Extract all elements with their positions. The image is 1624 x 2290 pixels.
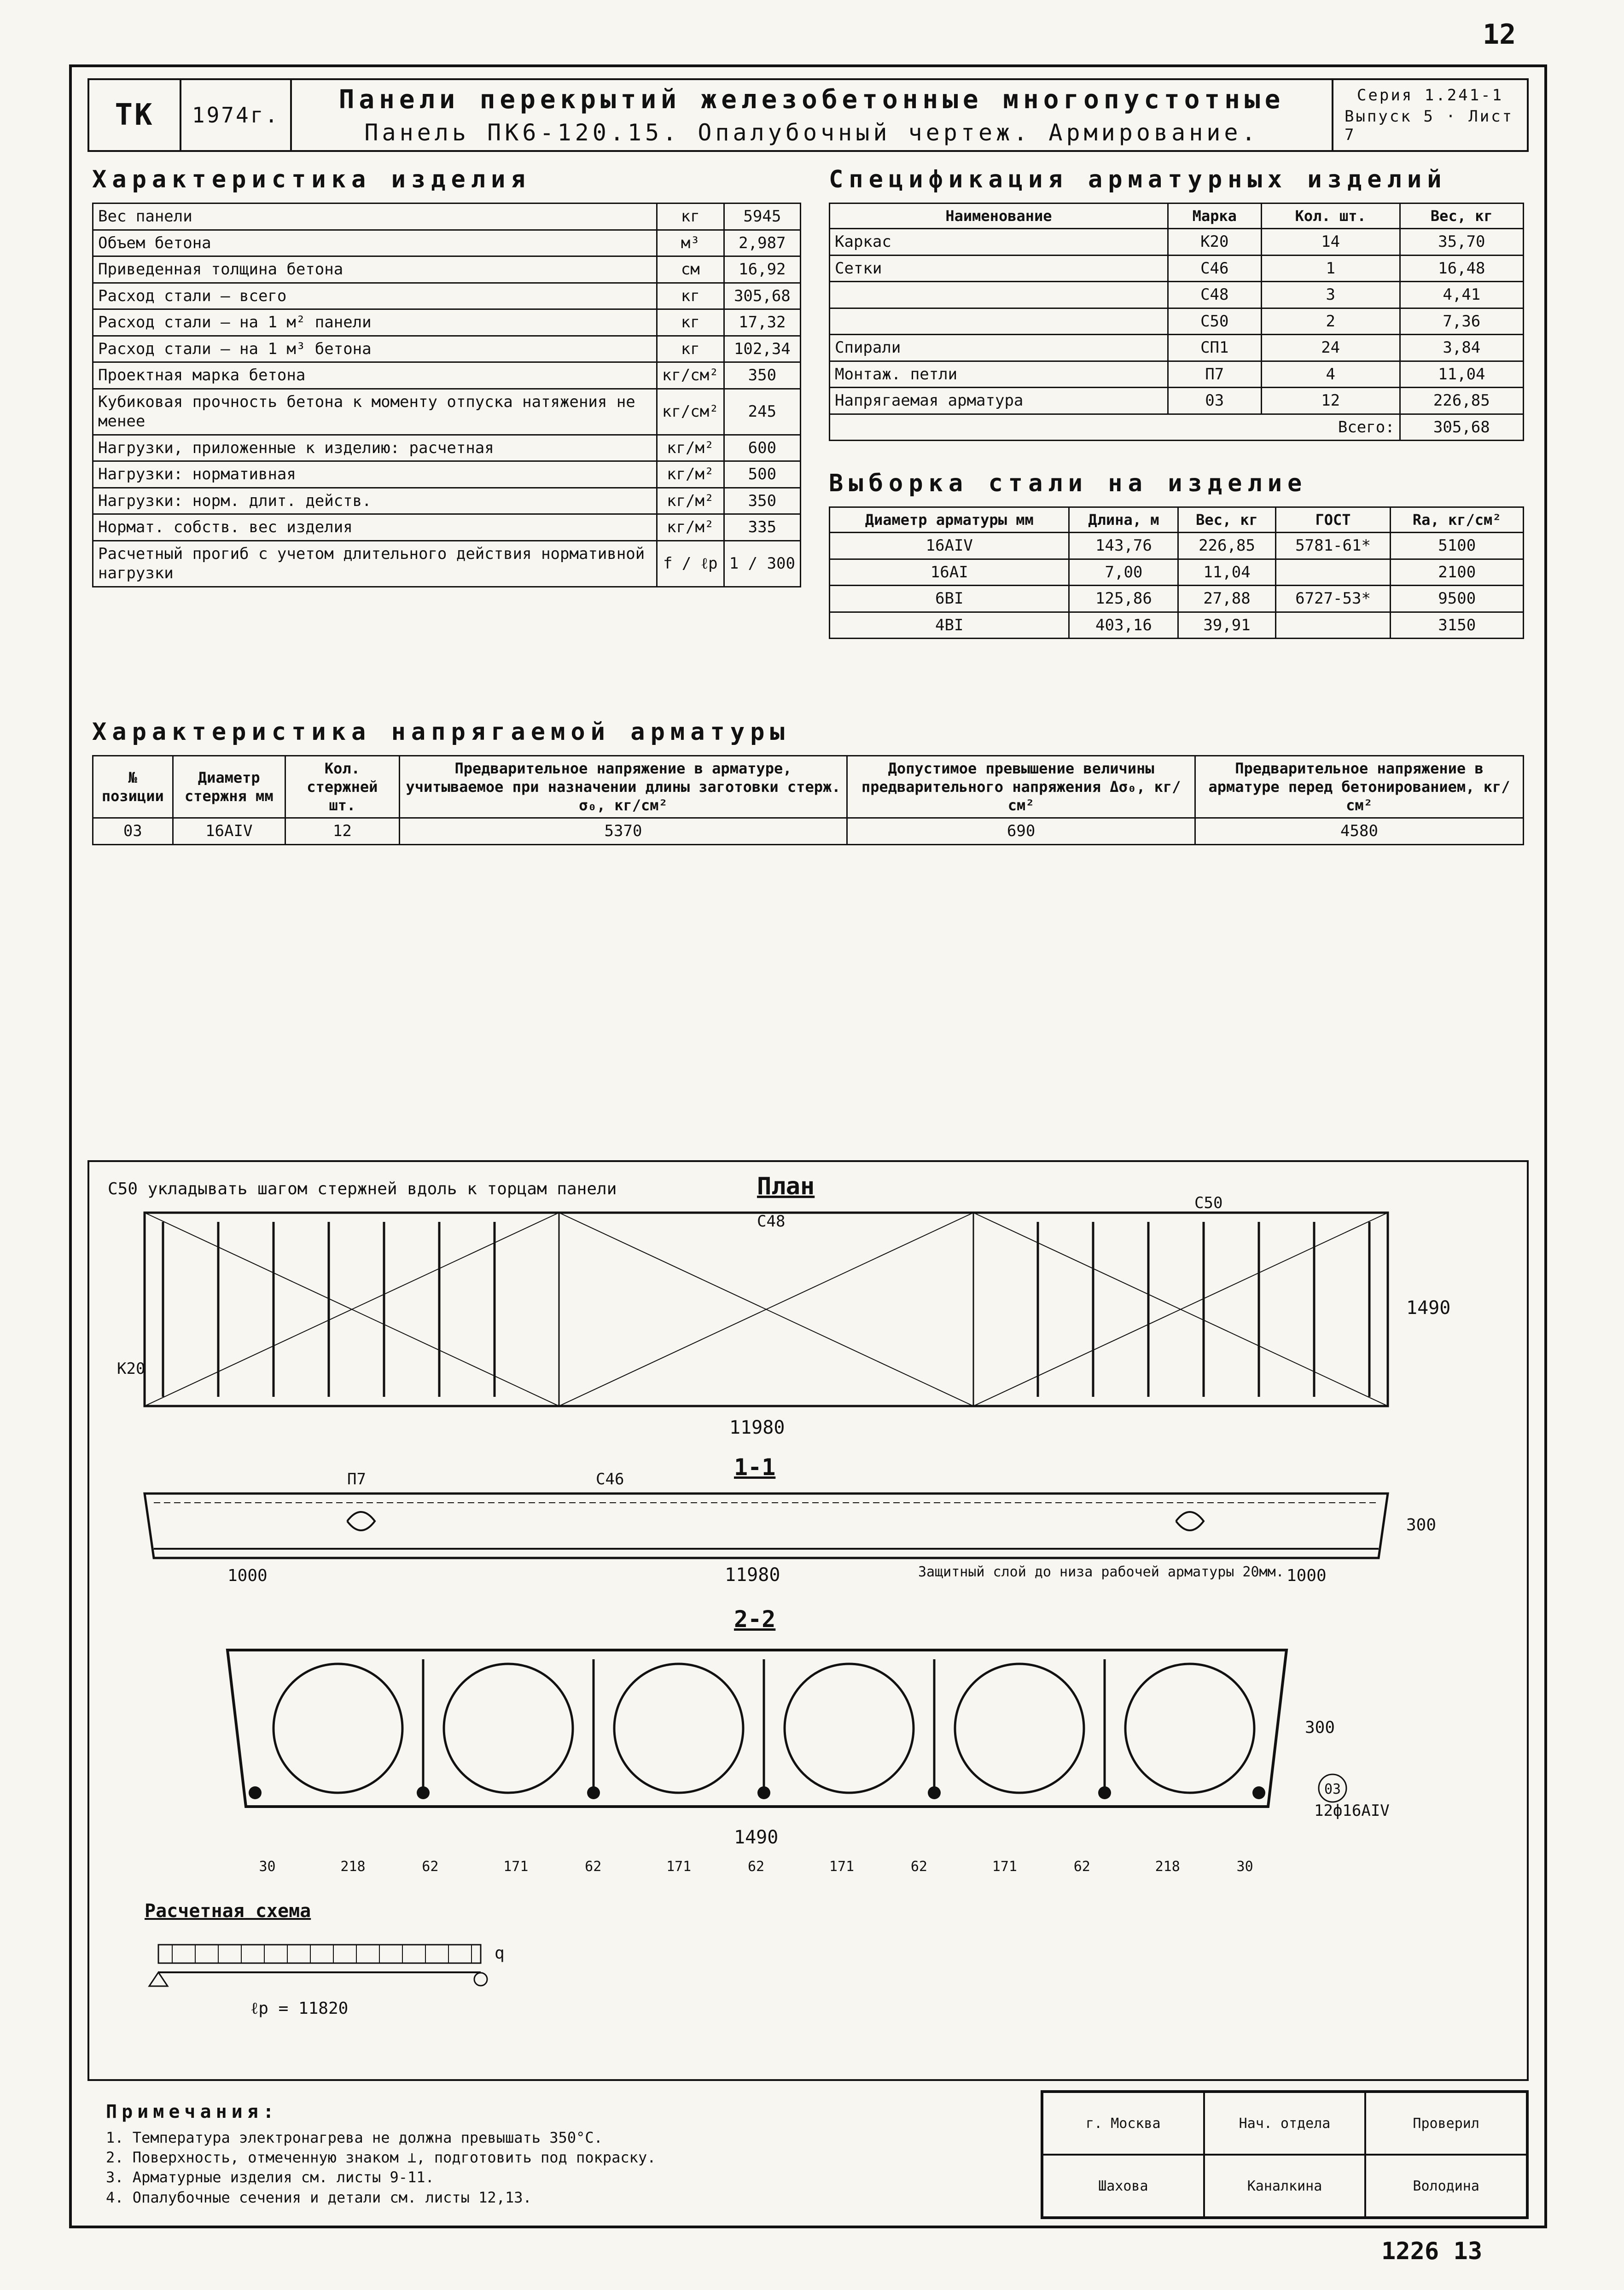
plan-title: План [757, 1173, 815, 1200]
plan-length: 11980 [729, 1417, 785, 1438]
steel-length: 125,86 [1069, 586, 1178, 612]
section-1-seg-2: 1000 [1286, 1566, 1327, 1585]
characteristic-value: 245 [724, 389, 800, 435]
approval-stamp [1041, 2090, 1529, 2219]
dimension-label: 62 [422, 1859, 439, 1875]
characteristic-unit: м³ [657, 230, 724, 256]
prestress-s0: 5370 [399, 818, 847, 845]
dimension-label: 218 [340, 1859, 366, 1875]
spec-mark: 03 [1168, 388, 1261, 414]
note-3: 3. Арматурные изделия см. листы 9-11. [106, 2168, 434, 2186]
spec-column-header: Кол. шт. [1261, 203, 1400, 229]
spec-name [830, 308, 1168, 335]
specification-title: Спецификация арматурных изделий [829, 166, 1447, 193]
plan-mark-c48: С48 [757, 1212, 786, 1231]
steel-column-header: Ra, кг/см² [1391, 507, 1524, 533]
characteristics-row [93, 256, 801, 283]
steel-row [830, 559, 1524, 586]
section-2-dimensions [259, 1859, 1253, 1875]
steel-column-header: Диаметр арматуры мм [830, 507, 1069, 533]
section-1-height: 300 [1406, 1516, 1437, 1534]
characteristics-row [93, 461, 801, 488]
spec-name: Спирали [830, 335, 1168, 361]
prestress-column-header: Допустимое превышение величины предварительного напряжения Δσ₀, кг/см² [847, 756, 1195, 818]
prestress-column-header: № позиции [93, 756, 173, 818]
spec-qty: 12 [1261, 388, 1400, 414]
dimension-label: 30 [1236, 1859, 1253, 1875]
section-1-seg: 1000 [227, 1566, 268, 1585]
dimension-label: 218 [1155, 1859, 1180, 1875]
characteristic-value: 600 [724, 435, 800, 461]
characteristic-value: 102,34 [724, 336, 800, 362]
steel-weight: 226,85 [1178, 533, 1275, 559]
stamp-name-2: Каналкина [1204, 2155, 1366, 2217]
dimension-label: 62 [585, 1859, 602, 1875]
steel-ra: 5100 [1391, 533, 1524, 559]
characteristic-unit: кг/м² [657, 488, 724, 514]
steel-ra: 3150 [1391, 612, 1524, 639]
spec-row [830, 361, 1524, 388]
section-2-view [227, 1650, 1286, 1807]
characteristic-name: Расход стали — на 1 м³ бетона [93, 336, 657, 362]
characteristic-unit: кг [657, 336, 724, 362]
spec-weight: 7,36 [1400, 308, 1523, 335]
steel-column-header: Вес, кг [1178, 507, 1275, 533]
characteristic-value: 1 / 300 [724, 541, 800, 587]
characteristics-row [93, 514, 801, 541]
steel-gost [1275, 559, 1391, 586]
characteristic-value: 350 [724, 488, 800, 514]
stamp-city: г. Москва [1042, 2092, 1204, 2155]
cover-note: Защитный слой до низа рабочей арматуры 20мм. [918, 1564, 1284, 1580]
archive-number: 1226 13 [1381, 2238, 1483, 2265]
spec-name: Напрягаемая арматура [830, 388, 1168, 414]
dimension-label: 171 [829, 1859, 855, 1875]
dimension-label: 171 [992, 1859, 1017, 1875]
spec-mark: С46 [1168, 255, 1261, 282]
prestress-column-header: Предварительное напряжение в арматуре перед бетонированием, кг/см² [1195, 756, 1524, 818]
prestress-column-header: Диаметр стержня мм [173, 756, 285, 818]
spec-qty: 2 [1261, 308, 1400, 335]
characteristics-row [93, 203, 801, 230]
characteristics-title: Характеристика изделия [92, 166, 531, 193]
plan-view [145, 1213, 1388, 1406]
scheme-view [149, 1945, 487, 1986]
notes-title: Примечания: [106, 2101, 279, 2122]
scheme-l: ℓр = 11820 [250, 1999, 349, 2018]
characteristic-name: Расчетный прогиб с учетом длительного действия нормативной нагрузки [93, 541, 657, 587]
characteristics-row [93, 362, 801, 389]
spec-column-header: Вес, кг [1400, 203, 1523, 229]
prestress-diam: 16АIV [173, 818, 285, 845]
prestress-pos: 03 [93, 818, 173, 845]
stamp-role-1: Нач. отдела [1204, 2092, 1366, 2155]
characteristic-name: Вес панели [93, 203, 657, 230]
dimension-label: 171 [666, 1859, 692, 1875]
characteristic-unit: кг/м² [657, 461, 724, 488]
issue-value: 5 [1423, 107, 1435, 126]
characteristic-unit: кг/см² [657, 389, 724, 435]
steel-ra: 2100 [1391, 559, 1524, 586]
steel-length: 403,16 [1069, 612, 1178, 639]
characteristic-name: Объем бетона [93, 230, 657, 256]
spec-weight: 11,04 [1400, 361, 1523, 388]
spec-weight: 226,85 [1400, 388, 1523, 414]
steel-column-header: ГОСТ [1275, 507, 1391, 533]
spec-row [830, 255, 1524, 282]
plan-mark-c50: С50 [1194, 1194, 1223, 1212]
characteristic-name: Нагрузки: нормативная [93, 461, 657, 488]
spec-weight: 4,41 [1400, 282, 1523, 308]
characteristic-unit: см [657, 256, 724, 283]
prestress-qty: 12 [285, 818, 399, 845]
prestress-column-header: Предварительное напряжение в арматуре, учитываемое при назначении длины заготовки стерж. σ₀, кг/см² [399, 756, 847, 818]
section-2-bars: 12ф16АIV [1314, 1802, 1390, 1820]
spec-name: Каркас [830, 229, 1168, 256]
plan-note: С50 укладывать шагом стержней вдоль к торцам панели [108, 1180, 617, 1198]
title-cell [292, 80, 1333, 150]
issue-label: Выпуск [1345, 107, 1412, 126]
characteristics-row [93, 541, 801, 587]
characteristic-name: Нагрузки: норм. длит. действ. [93, 488, 657, 514]
spec-mark: С48 [1168, 282, 1261, 308]
series-label: Серия [1356, 86, 1414, 105]
characteristic-value: 500 [724, 461, 800, 488]
characteristics-row [93, 309, 801, 336]
section-2-pos: 03 [1324, 1781, 1341, 1797]
spec-name: Сетки [830, 255, 1168, 282]
drawings-svg [89, 1162, 1527, 2079]
spec-mark: П7 [1168, 361, 1261, 388]
characteristic-unit: кг [657, 283, 724, 309]
prestress-ds0: 690 [847, 818, 1195, 845]
sheet-number-top: 12 [1483, 18, 1516, 51]
title-sub: Панель ПК6-120.15. Опалубочный чертеж. Армирование. [364, 119, 1259, 146]
steel-length: 7,00 [1069, 559, 1178, 586]
stamp-role-2: Проверил [1365, 2092, 1527, 2155]
dimension-label: 62 [1073, 1859, 1090, 1875]
characteristic-value: 305,68 [724, 283, 800, 309]
steel-weight: 27,88 [1178, 586, 1275, 612]
characteristic-unit: f / ℓр [657, 541, 724, 587]
characteristics-row [93, 230, 801, 256]
characteristic-name: Приведенная толщина бетона [93, 256, 657, 283]
spec-qty: 24 [1261, 335, 1400, 361]
spec-qty: 3 [1261, 282, 1400, 308]
steel-diam: 16АI [830, 559, 1069, 586]
steel-table [829, 506, 1524, 639]
plan-mark-k20: К20 [117, 1360, 146, 1378]
characteristic-value: 2,987 [724, 230, 800, 256]
steel-column-header: Длина, м [1069, 507, 1178, 533]
steel-diam: 4ВI [830, 612, 1069, 639]
prestress-row [93, 818, 1524, 845]
steel-title: Выборка стали на изделие [829, 470, 1308, 497]
characteristic-name: Расход стали — всего [93, 283, 657, 309]
spec-weight: 3,84 [1400, 335, 1523, 361]
dimension-label: 62 [910, 1859, 927, 1875]
characteristic-value: 5945 [724, 203, 800, 230]
note-4: 4. Опалубочные сечения и детали см. листы 12,13. [106, 2188, 532, 2206]
characteristics-row [93, 389, 801, 435]
spec-weight: 16,48 [1400, 255, 1523, 282]
sheet-label: Лист [1468, 107, 1514, 126]
characteristic-value: 16,92 [724, 256, 800, 283]
section-2-height: 300 [1305, 1718, 1335, 1737]
steel-diam: 16АIV [830, 533, 1069, 559]
dimension-label: 171 [503, 1859, 529, 1875]
spec-name [830, 282, 1168, 308]
steel-weight: 11,04 [1178, 559, 1275, 586]
spec-row [830, 388, 1524, 414]
title-main: Панели перекрытий железобетонные многопустотные [338, 84, 1285, 115]
tk-mark: ТК [89, 80, 181, 150]
spec-mark: СП1 [1168, 335, 1261, 361]
characteristics-row [93, 336, 801, 362]
title-block [87, 78, 1529, 152]
steel-gost [1275, 612, 1391, 639]
steel-row [830, 612, 1524, 639]
spec-column-header: Марка [1168, 203, 1261, 229]
characteristic-name: Проектная марка бетона [93, 362, 657, 389]
characteristic-unit: кг/см² [657, 362, 724, 389]
notes-block [106, 2099, 1027, 2208]
spec-row [830, 282, 1524, 308]
characteristic-unit: кг/м² [657, 514, 724, 541]
steel-row [830, 586, 1524, 612]
spec-total-label: Всего: [830, 414, 1400, 441]
spec-name: Монтаж. петли [830, 361, 1168, 388]
characteristic-name: Расход стали — на 1 м² панели [93, 309, 657, 336]
section-1-view [145, 1494, 1388, 1558]
characteristic-value: 17,32 [724, 309, 800, 336]
series-cell: Серия 1.241-1 Выпуск 5 · Лист 7 [1345, 86, 1514, 144]
spec-qty: 14 [1261, 229, 1400, 256]
characteristic-unit: кг/м² [657, 435, 724, 461]
year: 1974г. [181, 80, 292, 150]
note-2: 2. Поверхность, отмеченную знаком ⊥, подготовить под покраску. [106, 2149, 656, 2167]
section-1-title: 1-1 [734, 1454, 776, 1481]
steel-ra: 9500 [1391, 586, 1524, 612]
characteristics-row [93, 435, 801, 461]
characteristics-row [93, 488, 801, 514]
characteristics-row [93, 283, 801, 309]
characteristic-value: 350 [724, 362, 800, 389]
specification-table [829, 203, 1524, 441]
steel-gost: 5781-61* [1275, 533, 1391, 559]
characteristic-name: Нагрузки, приложенные к изделию: расчетная [93, 435, 657, 461]
series-value: 1.241-1 [1424, 86, 1504, 105]
scheme-title: Расчетная схема [145, 1901, 311, 1922]
characteristic-unit: кг [657, 309, 724, 336]
characteristics-table [92, 203, 801, 587]
steel-length: 143,76 [1069, 533, 1178, 559]
dimension-label: 30 [259, 1859, 276, 1875]
steel-gost: 6727-53* [1275, 586, 1391, 612]
section-2-title: 2-2 [734, 1606, 776, 1633]
prestress-column-header: Кол. стержней шт. [285, 756, 399, 818]
section-1-mark-c46: С46 [596, 1470, 624, 1488]
plan-width: 1490 [1406, 1297, 1451, 1319]
prestress-sb: 4580 [1195, 818, 1524, 845]
characteristic-name: Кубиковая прочность бетона к моменту отпуска натяжения не менее [93, 389, 657, 435]
section-1-mark-p7: П7 [347, 1470, 366, 1488]
stamp-name-3: Володина [1365, 2155, 1527, 2217]
spec-weight: 35,70 [1400, 229, 1523, 256]
characteristic-name: Нормат. собств. вес изделия [93, 514, 657, 541]
spec-qty: 1 [1261, 255, 1400, 282]
spec-total-value: 305,68 [1400, 414, 1523, 441]
spec-column-header: Наименование [830, 203, 1168, 229]
spec-qty: 4 [1261, 361, 1400, 388]
spec-mark: К20 [1168, 229, 1261, 256]
characteristic-value: 335 [724, 514, 800, 541]
steel-weight: 39,91 [1178, 612, 1275, 639]
note-1: 1. Температура электронагрева не должна превышать 350°С. [106, 2129, 603, 2146]
prestress-title: Характеристика напрягаемой арматуры [92, 718, 790, 746]
section-2-width: 1490 [734, 1827, 779, 1848]
prestress-table [92, 755, 1524, 845]
spec-row [830, 229, 1524, 256]
characteristic-unit: кг [657, 203, 724, 230]
dimension-label: 62 [748, 1859, 765, 1875]
spec-row [830, 308, 1524, 335]
sheet-value: 7 [1345, 126, 1356, 144]
steel-row [830, 533, 1524, 559]
spec-mark: С50 [1168, 308, 1261, 335]
spec-row [830, 335, 1524, 361]
drawings-area [87, 1160, 1529, 2081]
scheme-q: q [495, 1944, 505, 1963]
stamp-name-1: Шахова [1042, 2155, 1204, 2217]
steel-diam: 6ВI [830, 586, 1069, 612]
section-1-length: 11980 [725, 1564, 780, 1586]
